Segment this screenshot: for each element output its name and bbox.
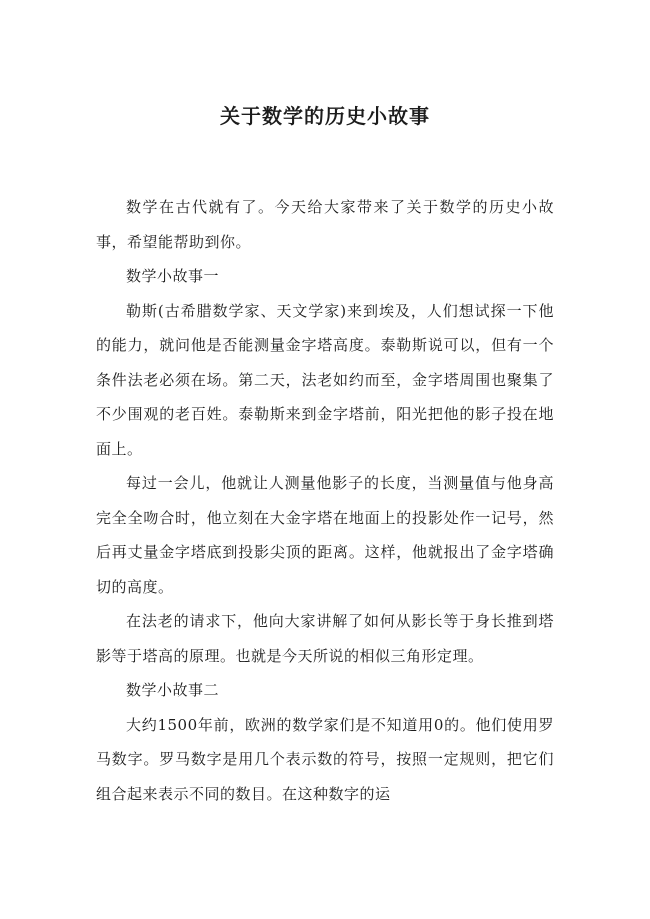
section-heading-story-two: 数学小故事二 <box>126 681 220 699</box>
story-two-paragraph-1: 大约1500年前，欧洲的数学家们是不知道用0的。他们使用罗马数字。罗马数字是用几个表示数的符号，按照一定规则，把它们组合起来表示不同的数目。在这种数字的运 <box>96 715 554 803</box>
story-one-paragraph-2: 每过一会儿，他就让人测量他影子的长度，当测量值与他身高完全全吻合时，他立刻在大金字塔在地面上的投影处作一记号，然后再丈量金字塔底到投影尖顶的距离。这样，他就报出了金字塔确切的高度。 <box>96 474 554 596</box>
document-title: 关于数学的历史小故事 <box>220 104 430 128</box>
document-body <box>96 190 554 811</box>
story-one-paragraph-1: 勒斯(古希腊数学家、天文学家)来到埃及，人们想试探一下他的能力，就问他是否能测量金字塔高度。泰勒斯说可以，但有一个条件法老必须在场。第二天，法老如约而至，金字塔周围也聚集了不少围观的老百姓。泰勒斯来到金字塔前，阳光把他的影子投在地面上。 <box>96 301 554 458</box>
intro-paragraph: 数学在古代就有了。今天给大家带来了关于数学的历史小故事，希望能帮助到你。 <box>96 198 554 251</box>
section-heading-story-one: 数学小故事一 <box>126 267 220 285</box>
story-one-paragraph-3: 在法老的请求下，他向大家讲解了如何从影长等于身长推到塔影等于塔高的原理。也就是今天所说的相似三角形定理。 <box>96 612 554 665</box>
